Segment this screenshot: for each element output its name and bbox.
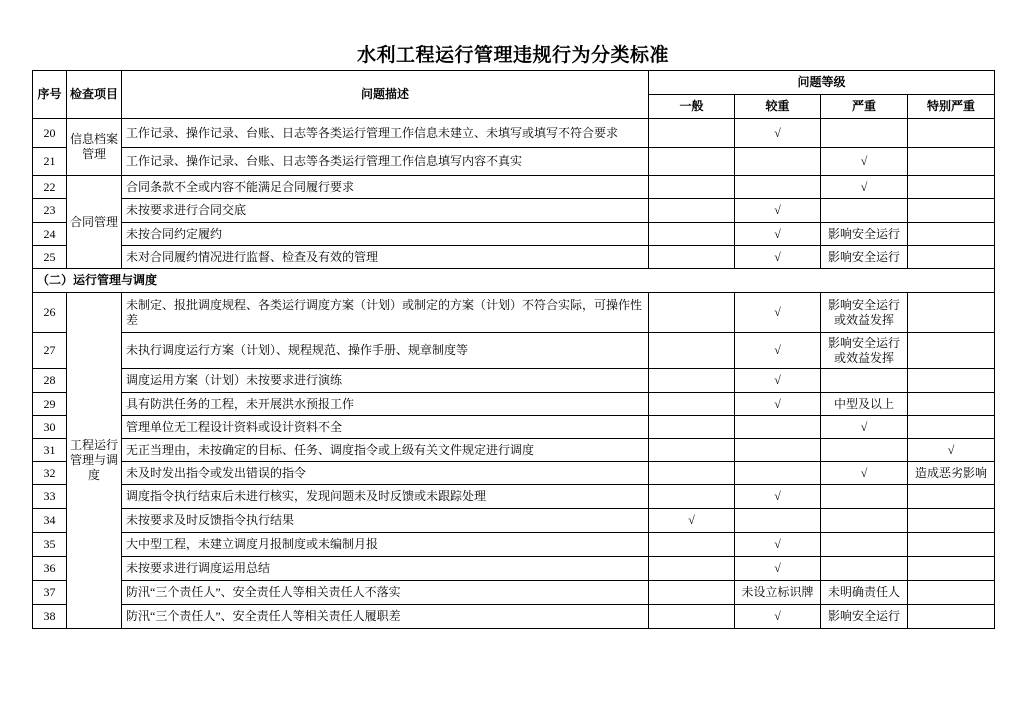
grade-special — [908, 246, 995, 269]
grade-general — [649, 369, 735, 393]
table-row — [33, 176, 995, 199]
grade-general — [649, 581, 735, 605]
grade-severe: √ — [821, 176, 908, 199]
grade-severe: 影响安全运行或效益发挥 — [821, 333, 908, 369]
grade-severe — [821, 509, 908, 533]
grade-moderate: √ — [735, 119, 821, 148]
table-row — [33, 246, 995, 269]
grade-special — [908, 533, 995, 557]
grade-moderate — [735, 509, 821, 533]
section-header: （二）运行管理与调度 — [33, 269, 995, 293]
grade-severe: 影响安全运行 — [821, 605, 908, 629]
grade-general — [649, 485, 735, 509]
section-header-row — [33, 269, 995, 293]
problem-description: 未按要求及时反馈指令执行结果 — [122, 509, 649, 533]
row-serial: 35 — [33, 533, 67, 557]
table-row — [33, 509, 995, 533]
header-serial: 序号 — [33, 71, 67, 119]
table-row — [33, 557, 995, 581]
row-serial: 20 — [33, 119, 67, 148]
grade-special — [908, 485, 995, 509]
grade-moderate: √ — [735, 485, 821, 509]
grade-moderate: √ — [735, 557, 821, 581]
problem-description: 具有防洪任务的工程，未开展洪水预报工作 — [122, 393, 649, 416]
table-row — [33, 393, 995, 416]
row-serial: 29 — [33, 393, 67, 416]
grade-severe — [821, 439, 908, 462]
grade-moderate: √ — [735, 605, 821, 629]
classification-table — [32, 70, 995, 629]
grade-general — [649, 223, 735, 246]
grade-severe: 未明确责任人 — [821, 581, 908, 605]
grade-severe — [821, 533, 908, 557]
grade-special — [908, 581, 995, 605]
grade-special: 造成恶劣影响 — [908, 462, 995, 485]
grade-special: √ — [908, 439, 995, 462]
table-row — [33, 416, 995, 439]
problem-description: 大中型工程，未建立调度月报制度或未编制月报 — [122, 533, 649, 557]
header-level-general: 一般 — [649, 95, 735, 119]
row-serial: 28 — [33, 369, 67, 393]
grade-moderate: √ — [735, 333, 821, 369]
grade-special — [908, 148, 995, 176]
table-row — [33, 369, 995, 393]
table-row — [33, 533, 995, 557]
grade-special — [908, 393, 995, 416]
grade-severe: √ — [821, 148, 908, 176]
grade-moderate: √ — [735, 199, 821, 223]
problem-description: 工作记录、操作记录、台账、日志等各类运行管理工作信息未建立、未填写或填写不符合要求 — [122, 119, 649, 148]
header-level-moderate: 较重 — [735, 95, 821, 119]
grade-special — [908, 119, 995, 148]
problem-description: 未按要求进行合同交底 — [122, 199, 649, 223]
page-title: 水利工程运行管理违规行为分类标准 — [356, 45, 669, 66]
problem-description: 防汛“三个责任人”、安全责任人等相关责任人履职差 — [122, 605, 649, 629]
grade-general — [649, 533, 735, 557]
row-serial: 30 — [33, 416, 67, 439]
grade-moderate: √ — [735, 246, 821, 269]
row-serial: 23 — [33, 199, 67, 223]
table-row — [33, 223, 995, 246]
grade-general — [649, 605, 735, 629]
grade-general — [649, 176, 735, 199]
grade-moderate: 未设立标识牌 — [735, 581, 821, 605]
table-row — [33, 293, 995, 333]
grade-general — [649, 462, 735, 485]
header-level-special: 特别严重 — [908, 95, 995, 119]
problem-description: 无正当理由，未按确定的目标、任务、调度指令或上级有关文件规定进行调度 — [122, 439, 649, 462]
grade-severe — [821, 119, 908, 148]
problem-description: 未按要求进行调度运用总结 — [122, 557, 649, 581]
grade-general — [649, 393, 735, 416]
problem-description: 调度运用方案（计划）未按要求进行演练 — [122, 369, 649, 393]
grade-severe: 影响安全运行 — [821, 246, 908, 269]
grade-special — [908, 416, 995, 439]
table-row — [33, 605, 995, 629]
grade-general — [649, 293, 735, 333]
grade-moderate: √ — [735, 293, 821, 333]
grade-moderate: √ — [735, 533, 821, 557]
row-serial: 21 — [33, 148, 67, 176]
grade-special — [908, 333, 995, 369]
grade-general — [649, 333, 735, 369]
table-row — [33, 462, 995, 485]
table-row — [33, 485, 995, 509]
grade-general — [649, 246, 735, 269]
grade-severe: 影响安全运行 — [821, 223, 908, 246]
table-header-row-1 — [33, 71, 995, 95]
grade-severe — [821, 485, 908, 509]
grade-special — [908, 369, 995, 393]
grade-severe: 影响安全运行或效益发挥 — [821, 293, 908, 333]
grade-moderate — [735, 439, 821, 462]
header-problem-level-group: 问题等级 — [649, 71, 995, 95]
grade-severe — [821, 199, 908, 223]
grade-special — [908, 557, 995, 581]
inspection-item-info-archives: 信息档案管理 — [67, 119, 122, 176]
row-serial: 38 — [33, 605, 67, 629]
grade-general — [649, 199, 735, 223]
table-row — [33, 333, 995, 369]
grade-special — [908, 605, 995, 629]
grade-general — [649, 416, 735, 439]
row-serial: 26 — [33, 293, 67, 333]
table-row — [33, 199, 995, 223]
grade-moderate: √ — [735, 223, 821, 246]
row-serial: 22 — [33, 176, 67, 199]
grade-general — [649, 148, 735, 176]
problem-description: 防汛“三个责任人”、安全责任人等相关责任人不落实 — [122, 581, 649, 605]
problem-description: 未按合同约定履约 — [122, 223, 649, 246]
grade-special — [908, 223, 995, 246]
header-inspection-item: 检查项目 — [67, 71, 122, 119]
grade-general — [649, 439, 735, 462]
problem-description: 调度指令执行结束后未进行核实，发现问题未及时反馈或未跟踪处理 — [122, 485, 649, 509]
header-problem-description: 问题描述 — [122, 71, 649, 119]
problem-description: 管理单位无工程设计资料或设计资料不全 — [122, 416, 649, 439]
grade-severe — [821, 369, 908, 393]
grade-general — [649, 119, 735, 148]
row-serial: 33 — [33, 485, 67, 509]
grade-special — [908, 176, 995, 199]
row-serial: 36 — [33, 557, 67, 581]
grade-special — [908, 293, 995, 333]
row-serial: 37 — [33, 581, 67, 605]
grade-moderate — [735, 176, 821, 199]
table-row — [33, 439, 995, 462]
grade-severe: √ — [821, 462, 908, 485]
grade-severe — [821, 557, 908, 581]
grade-general: √ — [649, 509, 735, 533]
grade-severe: 中型及以上 — [821, 393, 908, 416]
inspection-item-operation-dispatch: 工程运行管理与调度 — [67, 293, 122, 629]
table-row — [33, 119, 995, 148]
grade-moderate: √ — [735, 393, 821, 416]
table-row — [33, 581, 995, 605]
row-serial: 25 — [33, 246, 67, 269]
row-serial: 31 — [33, 439, 67, 462]
grade-general — [649, 557, 735, 581]
grade-moderate — [735, 462, 821, 485]
grade-moderate: √ — [735, 369, 821, 393]
problem-description: 未及时发出指令或发出错误的指令 — [122, 462, 649, 485]
problem-description: 工作记录、操作记录、台账、日志等各类运行管理工作信息填写内容不真实 — [122, 148, 649, 176]
grade-moderate — [735, 148, 821, 176]
grade-severe: √ — [821, 416, 908, 439]
row-serial: 34 — [33, 509, 67, 533]
grade-special — [908, 509, 995, 533]
table-row — [33, 148, 995, 176]
row-serial: 32 — [33, 462, 67, 485]
row-serial: 24 — [33, 223, 67, 246]
inspection-item-contract-management: 合同管理 — [67, 176, 122, 269]
grade-moderate — [735, 416, 821, 439]
row-serial: 27 — [33, 333, 67, 369]
problem-description: 未制定、报批调度规程、各类运行调度方案（计划）或制定的方案（计划）不符合实际，可操作性差 — [122, 293, 649, 333]
grade-special — [908, 199, 995, 223]
header-level-severe: 严重 — [821, 95, 908, 119]
problem-description: 未执行调度运行方案（计划）、规程规范、操作手册、规章制度等 — [122, 333, 649, 369]
problem-description: 合同条款不全或内容不能满足合同履行要求 — [122, 176, 649, 199]
problem-description: 未对合同履约情况进行监督、检查及有效的管理 — [122, 246, 649, 269]
